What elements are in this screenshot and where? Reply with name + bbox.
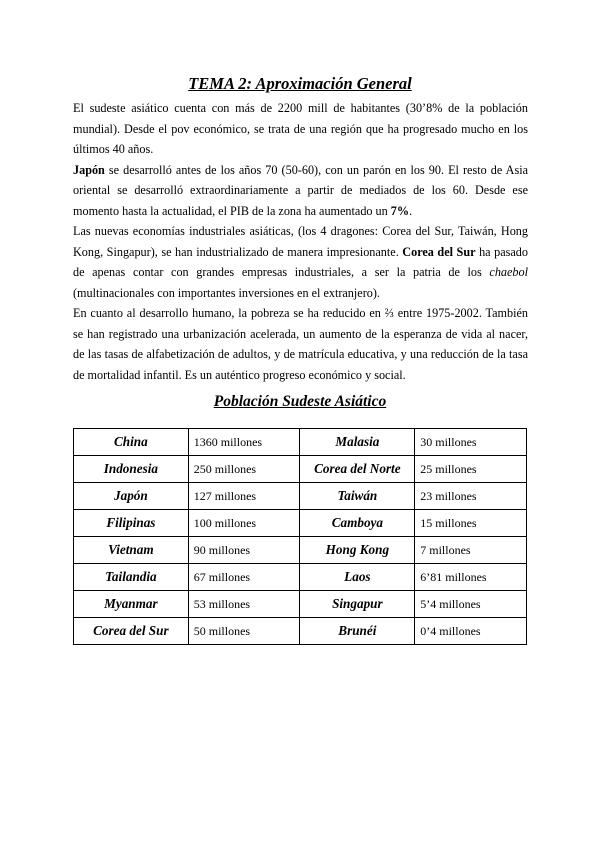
table-row — [74, 618, 527, 645]
paragraph — [73, 98, 528, 160]
paragraph-text: se desarrolló antes de los años 70 (50-60), con un parón en los 90. El resto de Asia oriental se desarrolló extraordinariamente a partir de mediados de los 60. Desde ese momento hasta la actualidad, el PIB de la zona ha aumentado un — [73, 162, 528, 218]
bold-text: Corea del Sur — [402, 244, 476, 259]
country-cell: Brunéi — [300, 618, 415, 645]
table-title: Población Sudeste Asiático — [213, 393, 387, 410]
population-cell: 15 millones — [415, 510, 527, 537]
country-cell: Indonesia — [74, 456, 189, 483]
population-table-body — [74, 429, 527, 645]
population-cell: 100 millones — [188, 510, 300, 537]
population-cell: 53 millones — [188, 591, 300, 618]
population-cell: 50 millones — [188, 618, 300, 645]
bold-text: Japón — [73, 162, 105, 177]
population-cell: 25 millones — [415, 456, 527, 483]
population-cell: 30 millones — [415, 429, 527, 456]
population-cell: 250 millones — [188, 456, 300, 483]
table-row — [74, 537, 527, 564]
population-cell: 90 millones — [188, 537, 300, 564]
paragraph-text: En cuanto al desarrollo humano, la pobreza se ha reducido en ⅔ entre 1975-2002. También se han registrado una urbanización acelerada, un aumento de la esperanza de vida al nacer, de las tasas de alfabetización de adultos, y de matrícula educativa, y una reducción de la tasa de mortalidad infantil. Es un auténtico progreso económico y social. — [73, 306, 528, 382]
table-row — [74, 591, 527, 618]
population-cell: 23 millones — [415, 483, 527, 510]
country-cell: Vietnam — [74, 537, 189, 564]
country-cell: Singapur — [300, 591, 415, 618]
population-table — [73, 428, 527, 645]
table-row — [74, 510, 527, 537]
population-cell: 7 millones — [415, 537, 527, 564]
country-cell: Laos — [300, 564, 415, 591]
population-cell: 127 millones — [188, 483, 300, 510]
country-cell: Hong Kong — [300, 537, 415, 564]
country-cell: Taiwán — [300, 483, 415, 510]
paragraph-text: ha pasado de apenas contar con grandes empresas industriales, a ser la patria de los — [73, 244, 528, 279]
country-cell: Corea del Norte — [300, 456, 415, 483]
population-cell: 67 millones — [188, 564, 300, 591]
bold-text: 7% — [390, 203, 410, 218]
paragraph-text: El sudeste asiático cuenta con más de 2200 mill de habitantes (30’8% de la población mundial). Desde el pov económico, se trata de una región que ha progresado mucho en los últimos 40 años. — [73, 101, 528, 156]
paragraph — [73, 160, 528, 222]
paragraph-text: . — [409, 203, 413, 218]
country-cell: Japón — [74, 483, 189, 510]
table-row — [74, 483, 527, 510]
paragraph-text: (multinacionales con importantes inversiones en el extranjero). — [73, 285, 380, 300]
paragraph-text: Las nuevas economías industriales asiáticas, (los 4 dragones: Corea del Sur, Taiwán, Hong Kong, Singapur), se han industrializado de manera impresionante. — [73, 224, 528, 259]
table-row — [74, 429, 527, 456]
population-cell: 6’81 millones — [415, 564, 527, 591]
paragraph — [73, 303, 528, 385]
country-cell: Corea del Sur — [74, 618, 189, 645]
table-row — [74, 564, 527, 591]
body-text — [73, 98, 528, 385]
population-cell: 1360 millones — [188, 429, 300, 456]
country-cell: Malasia — [300, 429, 415, 456]
country-cell: Filipinas — [74, 510, 189, 537]
italic-text: chaebol — [489, 265, 528, 279]
table-row — [74, 456, 527, 483]
population-cell: 5’4 millones — [415, 591, 527, 618]
country-cell: Tailandia — [74, 564, 189, 591]
paragraph — [73, 221, 528, 303]
population-cell: 0’4 millones — [415, 618, 527, 645]
country-cell: Myanmar — [74, 591, 189, 618]
country-cell: China — [74, 429, 189, 456]
document-title: TEMA 2: Aproximación General — [188, 74, 412, 93]
country-cell: Camboya — [300, 510, 415, 537]
